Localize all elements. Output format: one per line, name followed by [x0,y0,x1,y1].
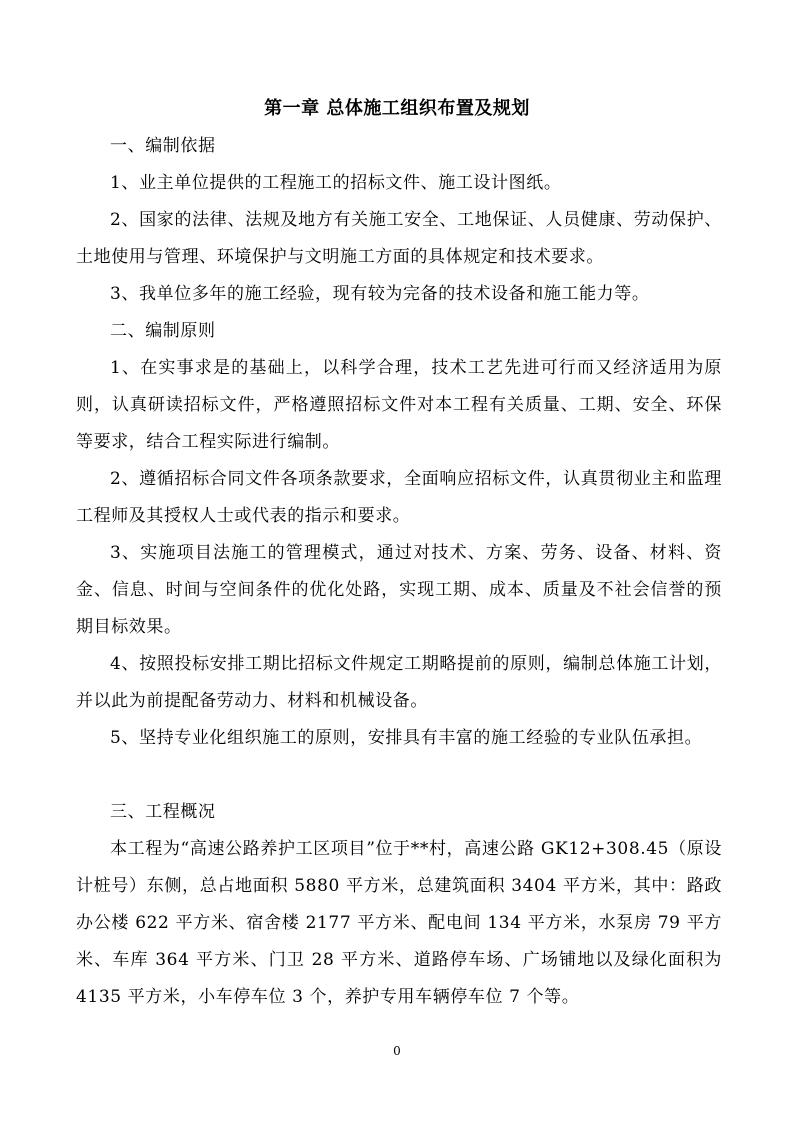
basis-item-3: 3、我单位多年的施工经验，现有较为完备的技术设备和施工能力等。 [110,284,650,304]
overview-paragraph: 本工程为“高速公路养护工区项目”位于**村，高速公路 GK12+308.45（原设计桩号）东侧，总占地面积 5880 平方米，总建筑面积 3404 平方米，其中：路政办公楼 622 平方米、宿舍楼 2177 平方米、配电间 134 平方米，水泵房 79 平方米、车库 364 平方米、门卫 28 平方米、道路停车场、广场铺地以及绿化面积为 4135 平方米，小车停车位 3 个，养护专用车辆停车位 7 个等。 [76,839,722,1007]
principle-item-4: 4、按照投标安排工期比招标文件规定工期略提前的原则，编制总体施工计划，并以此为前提配备劳动力、材料和机械设备。 [76,654,722,711]
section-heading-overview: 三、工程概况 [110,802,216,822]
basis-item-1: 1、业主单位提供的工程施工的招标文件、施工设计图纸。 [110,173,562,193]
principle-item-3: 3、实施项目法施工的管理模式，通过对技术、方案、劳务、设备、材料、资金、信息、时间与空间条件的优化处路，实现工期、成本、质量及不社会信誉的预期目标效果。 [76,543,722,637]
principle-item-5: 5、坚持专业化组织施工的原则，安排具有丰富的施工经验的专业队伍承担。 [110,728,703,748]
document-body [76,128,722,1016]
chapter-title: 第一章 总体施工组织布置及规划 [264,98,530,119]
basis-item-2: 2、国家的法律、法规及地方有关施工安全、工地保证、人员健康、劳动保护、土地使用与管理、环境保护与文明施工方面的具体规定和技术要求。 [76,210,722,267]
blank-line [76,757,722,794]
principle-item-1: 1、在实事求是的基础上，以科学合理，技术工艺先进可行而又经济适用为原则，认真研读招标文件，严格遵照招标文件对本工程有关质量、工期、安全、环保等要求，结合工程实际进行编制。 [76,358,722,452]
section-heading-basis: 一、编制依据 [110,136,216,156]
section-heading-principles: 二、编制原则 [110,321,216,341]
principle-item-2: 2、遵循招标合同文件各项条款要求，全面响应招标文件，认真贯彻业主和监理工程师及其授权人士或代表的指示和要求。 [76,469,722,526]
page-number: 0 [393,1044,401,1058]
